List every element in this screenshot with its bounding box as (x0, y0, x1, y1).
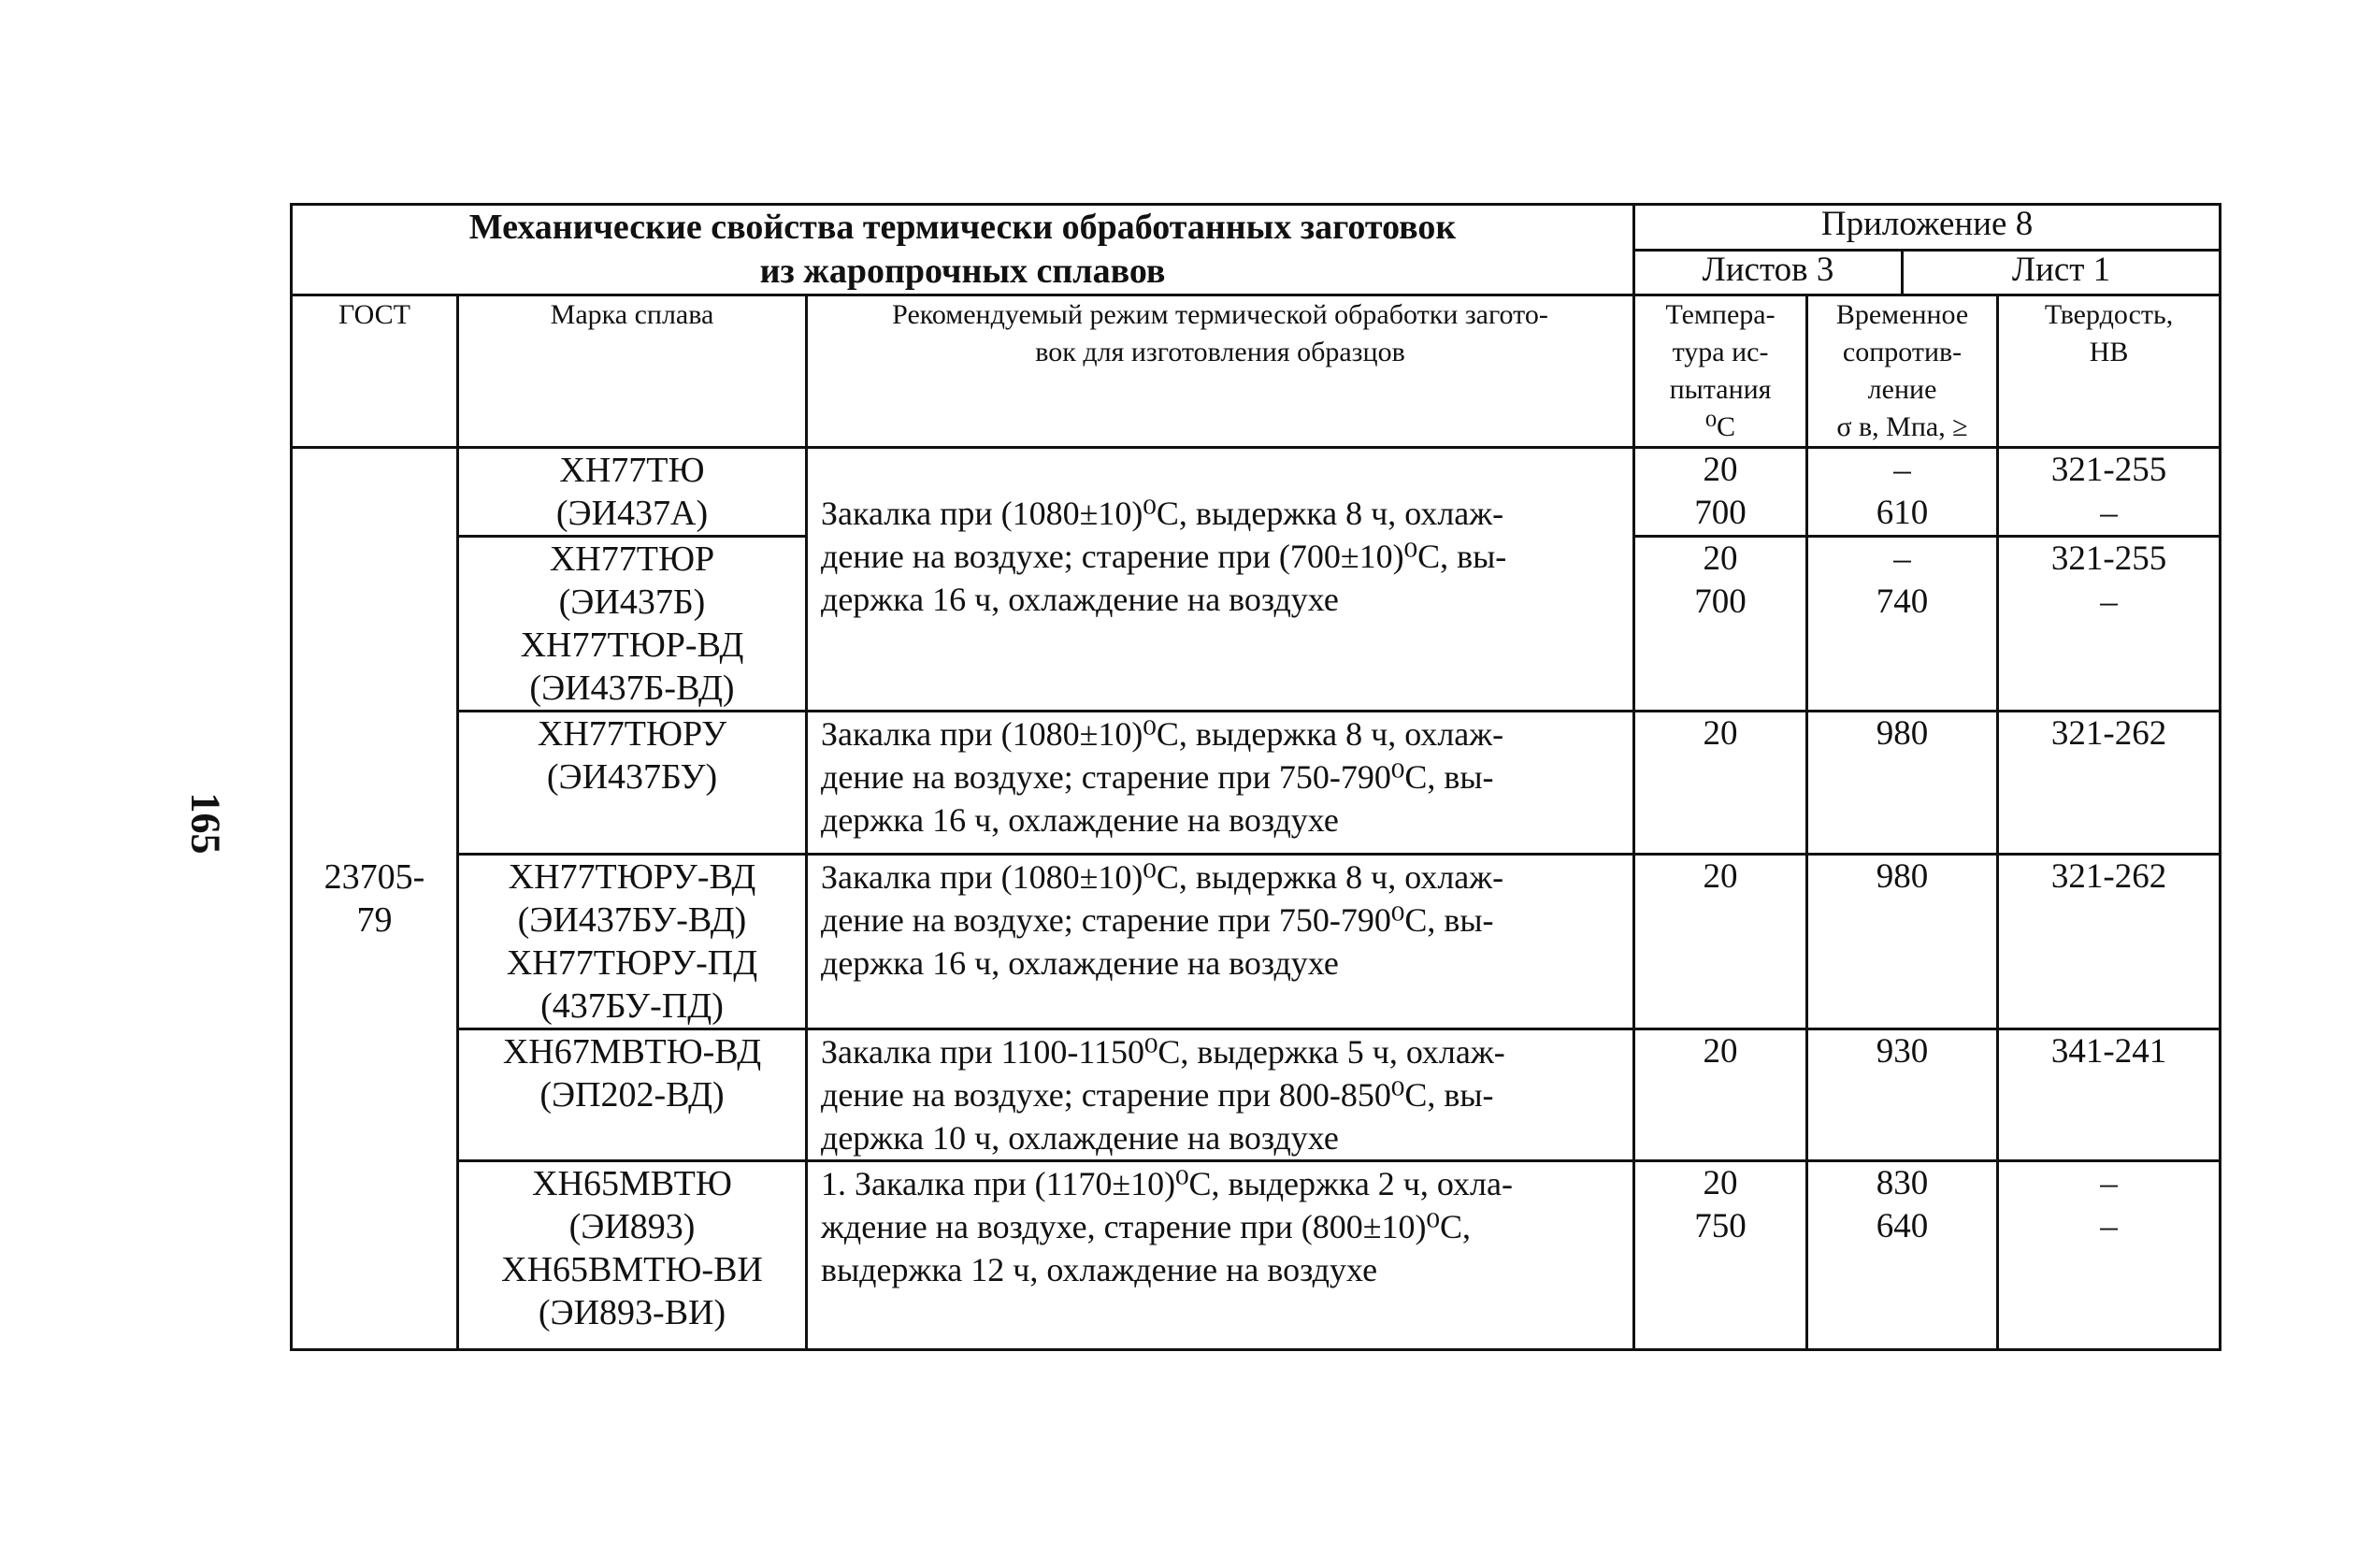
temperature-cell: 20 (1634, 855, 1807, 1029)
treatment-line: Закалка при (1080±10)⁰С, выдержка 8 ч, охлаж- (821, 715, 1504, 753)
temperature-cell: 20 (1634, 712, 1807, 855)
strength-value: 610 (1876, 494, 1929, 532)
treatment-cell (807, 1161, 1634, 1350)
table-title-line2: из жаропрочных сплавов (759, 252, 1166, 291)
grade-line: (ЭИ437А) (555, 494, 709, 533)
table-row (292, 1029, 2221, 1161)
column-header-treatment (807, 295, 1634, 448)
hardness-cell: 321-262 (1998, 855, 2221, 1029)
grade-line: (ЭИ437БУ-ВД) (517, 900, 747, 940)
strength-value: 830 (1876, 1164, 1929, 1202)
temperature-cell (1634, 448, 1807, 537)
treatment-line: дение на воздухе; старение при (700±10)⁰С, вы- (821, 538, 1507, 575)
hardness-value: 321-255 (2050, 539, 2167, 578)
grade-line: ХН77ТЮ (559, 451, 705, 490)
treatment-cell (807, 1029, 1634, 1161)
strength-cell (1807, 537, 1998, 712)
treatment-cell (807, 448, 1634, 712)
hardness-cell (1998, 537, 2221, 712)
treatment-line: держка 16 ч, охлаждение на воздухе (821, 581, 1339, 618)
treatment-cell (807, 855, 1634, 1029)
grade-cell (458, 712, 807, 855)
treatment-line: выдержка 12 ч, охлаждение на воздухе (821, 1251, 1378, 1288)
column-header-strength-line: σ в, Мпа, ≥ (1836, 411, 1968, 442)
grade-line: ХН67МВТЮ-ВД (502, 1032, 762, 1072)
column-header-grade: Марка сплава (458, 295, 807, 448)
table-row (292, 1161, 2221, 1350)
temperature-value: 20 (1703, 1164, 1738, 1202)
strength-value: – (1893, 451, 1911, 489)
hardness-value: – (2100, 583, 2118, 621)
column-header-strength-line: Временное (1835, 299, 1969, 330)
strength-cell: 980 (1807, 712, 1998, 855)
grade-line: ХН77ТЮРУ-ВД (508, 857, 756, 897)
temperature-cell: 20 (1634, 1029, 1807, 1161)
table-title (292, 205, 1634, 295)
column-header-treatment-line: вок для изготовления образцов (1035, 337, 1405, 367)
strength-cell: 930 (1807, 1029, 1998, 1161)
hardness-value: 321-255 (2050, 451, 2167, 489)
grade-line: (ЭИ893) (568, 1207, 696, 1246)
treatment-line: держка 16 ч, охлаждение на воздухе (821, 944, 1339, 982)
column-header-gost: ГОСТ (292, 295, 458, 448)
treatment-line: Закалка при (1080±10)⁰С, выдержка 8 ч, охлаж- (821, 495, 1504, 532)
appendix-label: Приложение 8 (1634, 205, 2221, 251)
treatment-line: ждение на воздухе, старение при (800±10)⁰С, (821, 1208, 1471, 1245)
treatment-line: держка 10 ч, охлаждение на воздухе (821, 1119, 1339, 1157)
gost-value-line: 23705- (324, 857, 425, 897)
temperature-value: 750 (1694, 1207, 1747, 1245)
column-header-treatment-line: Рекомендуемый режим термической обработки загото- (892, 299, 1548, 330)
gost-value-line: 79 (356, 900, 393, 940)
strength-cell (1807, 1161, 1998, 1350)
treatment-line: дение на воздухе; старение при 750-790⁰С, вы- (821, 758, 1494, 796)
grade-line: (ЭП202-ВД) (539, 1075, 725, 1115)
hardness-value: – (2100, 1164, 2118, 1202)
column-header-hardness-line: Твердость, (2044, 299, 2174, 330)
treatment-line: 1. Закалка при (1170±10)⁰С, выдержка 2 ч, охла- (821, 1165, 1513, 1202)
strength-value: – (1893, 539, 1911, 578)
table-row (292, 712, 2221, 855)
strength-cell (1807, 448, 1998, 537)
treatment-line: дение на воздухе; старение при 750-790⁰С, вы- (821, 901, 1494, 939)
column-header-temperature-line: Темпера- (1665, 299, 1776, 330)
page-number: 165 (182, 792, 229, 855)
column-header-temperature-line: ⁰С (1705, 411, 1736, 442)
hardness-cell (1998, 1161, 2221, 1350)
strength-cell: 980 (1807, 855, 1998, 1029)
column-header-temperature (1634, 295, 1807, 448)
hardness-cell: 341-241 (1998, 1029, 2221, 1161)
grade-line: ХН77ТЮРУ (537, 714, 727, 754)
table-row (292, 855, 2221, 1029)
grade-line: (ЭИ437БУ) (546, 757, 718, 797)
strength-value: 640 (1876, 1207, 1929, 1245)
grade-line: (ЭИ437Б-ВД) (529, 669, 735, 708)
column-header-strength-line: ление (1867, 374, 1937, 405)
treatment-line: держка 16 ч, охлаждение на воздухе (821, 801, 1339, 839)
treatment-line: Закалка при (1080±10)⁰С, выдержка 8 ч, охлаж- (821, 858, 1504, 896)
table-title-line1: Механические свойства термически обработанных заготовок (468, 208, 1457, 247)
temperature-cell (1634, 1161, 1807, 1350)
column-header-temperature-line: пытания (1669, 374, 1772, 405)
table-row (292, 448, 2221, 537)
hardness-cell: 321-262 (1998, 712, 2221, 855)
temperature-value: 20 (1703, 451, 1738, 489)
column-header-temperature-line: тура ис- (1672, 337, 1769, 367)
temperature-value: 700 (1694, 494, 1747, 532)
sheet-number: Лист 1 (1903, 250, 2221, 295)
temperature-cell (1634, 537, 1807, 712)
grade-cell (458, 537, 807, 712)
hardness-cell (1998, 448, 2221, 537)
temperature-value: 700 (1694, 583, 1747, 621)
treatment-line: Закалка при 1100-1150⁰С, выдержка 5 ч, охлаж- (821, 1033, 1505, 1071)
treatment-line: дение на воздухе; старение при 800-850⁰С, вы- (821, 1076, 1494, 1114)
grade-line: (437БУ-ПД) (540, 986, 724, 1026)
grade-line: (ЭИ437Б) (558, 583, 706, 622)
grade-cell (458, 1161, 807, 1350)
grade-line: ХН77ТЮР-ВД (520, 626, 744, 665)
column-header-strength (1807, 295, 1998, 448)
grade-cell (458, 448, 807, 537)
hardness-value: – (2100, 1207, 2118, 1245)
column-header-hardness (1998, 295, 2221, 448)
properties-table (290, 203, 2221, 1351)
grade-line: ХН65ВМТЮ-ВИ (501, 1250, 763, 1289)
grade-line: ХН77ТЮР (549, 539, 715, 579)
grade-line: ХН65МВТЮ (532, 1164, 732, 1203)
grade-line: (ЭИ893-ВИ) (538, 1293, 726, 1332)
temperature-value: 20 (1703, 539, 1738, 578)
grade-line: ХН77ТЮРУ-ПД (506, 943, 758, 983)
treatment-cell (807, 712, 1634, 855)
sheets-total: Листов 3 (1634, 250, 1903, 295)
hardness-value: – (2100, 494, 2118, 532)
column-header-strength-line: сопротив- (1842, 337, 1963, 367)
grade-cell (458, 855, 807, 1029)
column-header-hardness-line: НВ (2089, 337, 2129, 367)
grade-cell (458, 1029, 807, 1161)
gost-cell (292, 448, 458, 1350)
strength-value: 740 (1876, 583, 1929, 621)
